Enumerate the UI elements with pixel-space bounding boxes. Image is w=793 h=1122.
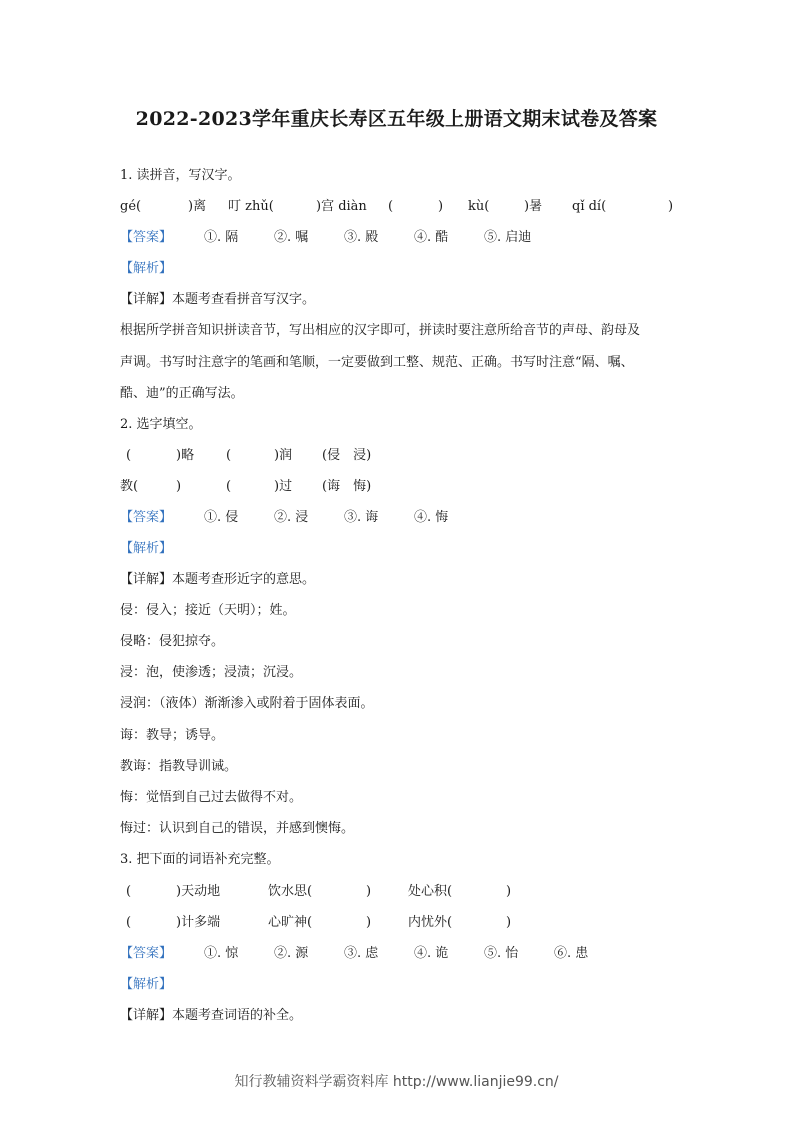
fill-item: ( bbox=[126, 448, 132, 463]
fill-item: )过 bbox=[274, 479, 293, 494]
answer-item: ⑤. 怡 bbox=[484, 946, 519, 961]
idiom-item: ( bbox=[126, 884, 132, 899]
idiom-item: )天动地 bbox=[176, 884, 221, 899]
fill-item: )润 bbox=[274, 448, 293, 463]
explain-line: 侵：侵入；接近（天明）；姓。 bbox=[120, 603, 296, 618]
detail-line: 【详解】本题考查形近字的意思。 bbox=[120, 572, 316, 587]
answer-label: 【答案】 bbox=[120, 946, 173, 961]
answer-label: 【答案】 bbox=[120, 510, 173, 525]
pinyin-row bbox=[120, 198, 680, 216]
pinyin-item: 叮 zhǔ( bbox=[228, 199, 274, 214]
fill-item: ( bbox=[226, 479, 232, 494]
explain-line: 教诲：指教导训诫。 bbox=[120, 759, 238, 774]
idiom-item: ( bbox=[126, 915, 132, 930]
answer-item: ①. 惊 bbox=[204, 946, 239, 961]
explain-line: 浸：泡，使渗透；浸渍；沉浸。 bbox=[120, 665, 303, 680]
answer-row-1 bbox=[120, 229, 570, 247]
analysis-label: 【解析】 bbox=[120, 261, 173, 276]
answer-item: ④. 酷 bbox=[414, 230, 449, 245]
answer-item: ①. 侵 bbox=[204, 510, 239, 525]
explain-line: 声调。书写时注意字的笔画和笔顺，一定要做到工整、规范、正确。书写时注意“隔、嘱、 bbox=[120, 355, 634, 370]
pinyin-item: gé( bbox=[120, 199, 142, 214]
pinyin-item: qǐ dí( bbox=[572, 199, 607, 214]
answer-item: ③. 诲 bbox=[344, 510, 379, 525]
detail-line: 【详解】本题考查词语的补全。 bbox=[120, 1008, 303, 1023]
idiom-row bbox=[120, 914, 540, 932]
analysis-label: 【解析】 bbox=[120, 541, 173, 556]
explain-line: 诲：教导；诱导。 bbox=[120, 728, 225, 743]
fill-item: 教( bbox=[120, 479, 139, 494]
fill-item: )略 bbox=[176, 448, 195, 463]
answer-label: 【答案】 bbox=[120, 230, 173, 245]
explain-line: 悔过：认识到自己的错误，并感到懊悔。 bbox=[120, 821, 355, 836]
answer-item: ⑤. 启迪 bbox=[484, 230, 532, 245]
pinyin-item: )暑 bbox=[524, 199, 543, 214]
fill-item: ) bbox=[176, 479, 182, 494]
answer-item: ④. 悔 bbox=[414, 510, 449, 525]
answer-item: ③. 殿 bbox=[344, 230, 379, 245]
pinyin-item: )离 bbox=[188, 199, 207, 214]
idiom-item: 内忧外( bbox=[408, 915, 453, 930]
fill-choice: (诲 悔) bbox=[322, 479, 372, 494]
pinyin-item: ( bbox=[388, 199, 394, 214]
idiom-item: ) bbox=[506, 915, 512, 930]
answer-item: ②. 嘱 bbox=[274, 230, 309, 245]
idiom-item: ) bbox=[366, 884, 372, 899]
idiom-item: 饮水思( bbox=[268, 884, 313, 899]
idiom-item: )计多端 bbox=[176, 915, 221, 930]
answer-row-2 bbox=[120, 509, 500, 527]
answer-row-3 bbox=[120, 945, 640, 963]
answer-item: ②. 浸 bbox=[274, 510, 309, 525]
detail-line: 【详解】本题考查看拼音写汉字。 bbox=[120, 292, 316, 307]
fill-item: ( bbox=[226, 448, 232, 463]
pinyin-item: )宫 diàn bbox=[316, 199, 367, 214]
page-title: 2022-2023学年重庆长寿区五年级上册语文期末试卷及答案 bbox=[135, 108, 658, 130]
footer-watermark: 知行教辅资料学霸资料库 http://www.lianjie99.cn/ bbox=[234, 1074, 559, 1090]
answer-item: ①. 隔 bbox=[204, 230, 239, 245]
analysis-label: 【解析】 bbox=[120, 977, 173, 992]
idiom-item: 处心积( bbox=[408, 884, 453, 899]
question-2: 2. 选字填空。 bbox=[120, 417, 202, 432]
explain-line: 根据所学拼音知识拼读音节，写出相应的汉字即可，拼读时要注意所给音节的声母、韵母及 bbox=[120, 323, 641, 338]
idiom-item: ) bbox=[366, 915, 372, 930]
pinyin-item: ) bbox=[668, 199, 674, 214]
explain-line: 酷、迪”的正确写法。 bbox=[120, 386, 244, 401]
pinyin-item: kù( bbox=[468, 199, 490, 214]
answer-item: ⑥. 患 bbox=[554, 946, 589, 961]
answer-item: ④. 诡 bbox=[414, 946, 449, 961]
answer-item: ③. 虑 bbox=[344, 946, 379, 961]
idiom-item: 心旷神( bbox=[268, 915, 313, 930]
fill-choice: (侵 浸) bbox=[322, 448, 372, 463]
pinyin-item: ) bbox=[438, 199, 444, 214]
explain-line: 浸润：（液体）渐渐渗入或附着于固体表面。 bbox=[120, 696, 374, 711]
question-3: 3. 把下面的词语补充完整。 bbox=[120, 852, 280, 867]
fill-row bbox=[120, 478, 420, 496]
explain-line: 侵略：侵犯掠夺。 bbox=[120, 634, 225, 649]
question-1: 1. 读拼音，写汉字。 bbox=[120, 168, 241, 183]
answer-item: ②. 源 bbox=[274, 946, 309, 961]
fill-row bbox=[120, 447, 420, 465]
explain-line: 悔：觉悟到自己过去做得不对。 bbox=[120, 790, 303, 805]
idiom-item: ) bbox=[506, 884, 512, 899]
idiom-row bbox=[120, 883, 540, 901]
